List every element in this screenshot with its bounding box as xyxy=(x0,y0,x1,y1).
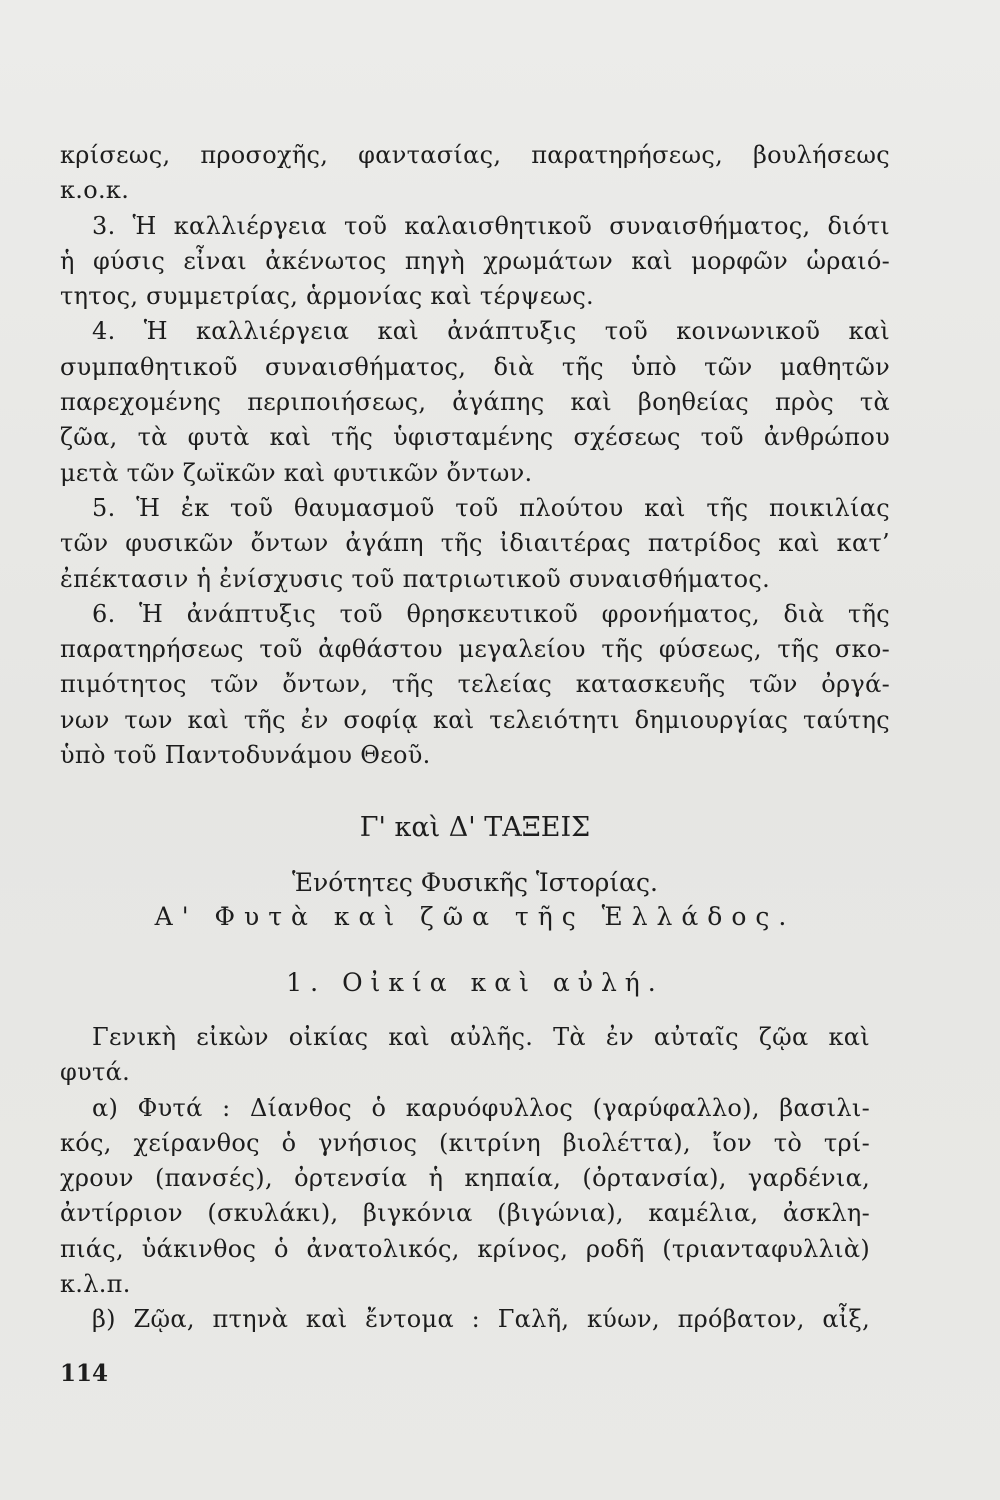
text-line: ὑπὸ τοῦ Παντοδυνάμου Θεοῦ. xyxy=(60,741,431,770)
text-line: 5. Ἡ ἐκ τοῦ θαυμασμοῦ τοῦ πλούτου καὶ τῆς ποικιλίας xyxy=(92,493,890,522)
text-line: φυτά. xyxy=(60,1058,131,1087)
text-line: τητος, συμμετρίας, ἁρμονίας καὶ τέρψεως. xyxy=(60,282,594,311)
page-number: 114 xyxy=(60,1360,109,1387)
lesson-text xyxy=(60,1020,870,1338)
text-line: χρουν (πανσές), ὀρτενσία ἡ κηπαία, (ὀρτανσία), γαρδένια, xyxy=(60,1164,870,1193)
text-line: 6. Ἡ ἀνάπτυξις τοῦ θρησκευτικοῦ φρονήματος, διὰ τῆς xyxy=(92,599,890,628)
text-line: μετὰ τῶν ζωϊκῶν καὶ φυτικῶν ὄντων. xyxy=(60,458,533,487)
text-line: νων των καὶ τῆς ἐν σοφίᾳ καὶ τελειότητι δημιουργίας ταύτης xyxy=(60,705,890,734)
text-line: τῶν φυσικῶν ὄντων ἀγάπη τῆς ἰδιαιτέρας πατρίδος καὶ κατ’ xyxy=(60,529,890,558)
text-line: β) Ζῷα, πτηνὰ καὶ ἔντομα : Γαλῆ, κύων, πρόβατον, αἶξ, xyxy=(92,1305,870,1334)
section-title: Γ' καὶ Δ' ΤΑΞΕΙΣ xyxy=(359,812,591,843)
subtitle-1: 1. Οἰκία καὶ αὐλή. xyxy=(286,968,664,997)
text-line: κρίσεως, προσοχῆς, φαντασίας, παρατηρήσεως, βουλήσεως xyxy=(60,141,890,169)
text-line: κός, χείρανθος ὁ γνήσιος (κιτρίνη βιολέττα), ἴον τὸ τρί- xyxy=(60,1128,870,1157)
text-line: κ.λ.π. xyxy=(60,1270,131,1299)
text-line: συμπαθητικοῦ συναισθήματος, διὰ τῆς ὑπὸ τῶν μαθητῶν xyxy=(60,352,890,381)
text-line: κ.ο.κ. xyxy=(60,176,130,205)
text-line: παρατηρήσεως τοῦ ἀφθάστου μεγαλείου τῆς φύσεως, τῆς σκο- xyxy=(60,635,890,664)
text-line: πιάς, ὑάκινθος ὁ ἀνατολικός, κρίνος, ροδῆ (τριανταφυλλιὰ) xyxy=(60,1234,870,1263)
text-line: ἐπέκτασιν ἡ ἐνίσχυσις τοῦ πατριωτικοῦ συναισθήματος. xyxy=(60,564,771,593)
text-line: παρεχομένης περιποιήσεως, ἀγάπης καὶ βοηθείας πρὸς τὰ xyxy=(60,388,890,417)
text-line: 3. Ἡ καλλιέργεια τοῦ καλαισθητικοῦ συναισθήματος, διότι xyxy=(92,211,890,240)
text-line: 4. Ἡ καλλιέργεια καὶ ἀνάπτυξις τοῦ κοινωνικοῦ καὶ xyxy=(92,317,890,346)
text-line: α) Φυτά : Δίανθος ὁ καρυόφυλλος (γαρύφαλλο), βασιλι- xyxy=(92,1093,870,1122)
text-line: ζῶα, τὰ φυτὰ καὶ τῆς ὑφισταμένης σχέσεως τοῦ ἀνθρώπου xyxy=(60,423,890,452)
units-title: Ἑνότητες Φυσικῆς Ἱστορίας. xyxy=(291,868,658,897)
text-line: ἡ φύσις εἶναι ἀκένωτος πηγὴ χρωμάτων καὶ μορφῶν ὡραιό- xyxy=(60,246,890,275)
text-line: ἀντίρριον (σκυλάκι), βιγκόνια (βιγώνια), καμέλια, ἀσκλη- xyxy=(60,1199,870,1228)
subtitle-a: Α' Φυτὰ καὶ ζῶα τῆς Ἑλλάδος. xyxy=(154,902,796,931)
objectives-text xyxy=(60,138,890,773)
text-line: Γενικὴ εἰκὼν οἰκίας καὶ αὐλῆς. Τὰ ἐν αὐταῖς ζῷα καὶ xyxy=(92,1023,870,1051)
text-line: πιμότητος τῶν ὄντων, τῆς τελείας κατασκευῆς τῶν ὀργά- xyxy=(60,670,890,699)
